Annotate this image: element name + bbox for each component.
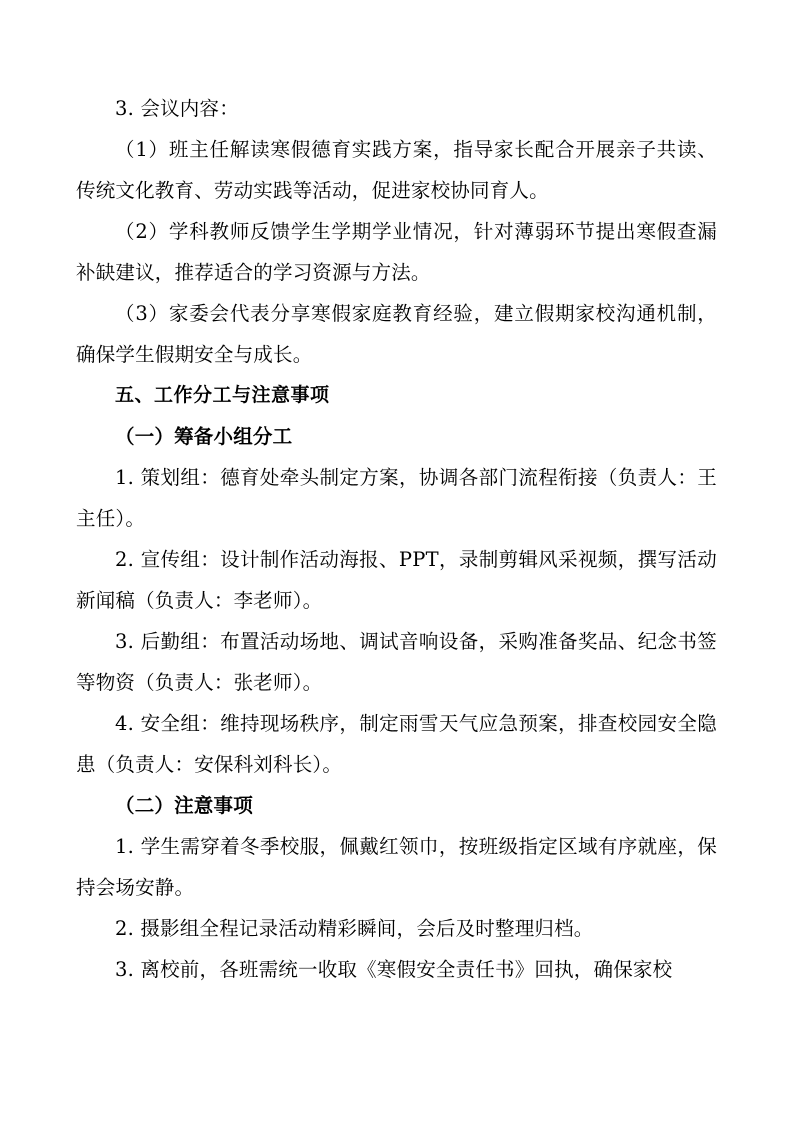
paragraph-meeting-content-label: 3. 会议内容：: [115, 97, 239, 120]
document-body: [76, 88, 717, 990]
subsection-heading-one: （一）筹备小组分工: [115, 425, 293, 448]
paragraph-group-logistics: 3. 后勤组：布置活动场地、调试音响设备，采购准备奖品、纪念书签等物资（负责人：张老师）。: [76, 630, 717, 694]
paragraph-item-3: （3）家委会代表分享寒假家庭教育经验，建立假期家校沟通机制，确保学生假期安全与成长。: [76, 302, 717, 366]
section-heading-five: 五、工作分工与注意事项: [115, 384, 330, 406]
subsection-heading-two: （二）注意事项: [115, 794, 253, 817]
paragraph-item-1: （1）班主任解读寒假德育实践方案，指导家长配合开展亲子共读、传统文化教育、劳动实践等活动，促进家校协同育人。: [76, 138, 717, 202]
paragraph-item-2: （2）学科教师反馈学生学期学业情况，针对薄弱环节提出寒假查漏补缺建议，推荐适合的学习资源与方法。: [76, 220, 717, 284]
paragraph-group-planning: 1. 策划组：德育处牵头制定方案，协调各部门流程衔接（负责人：王主任）。: [76, 466, 717, 530]
paragraph-note-3: 3. 离校前，各班需统一收取《寒假安全责任书》回执，确保家校: [115, 958, 673, 981]
paragraph-note-1: 1. 学生需穿着冬季校服，佩戴红领巾，按班级指定区域有序就座，保持会场安静。: [76, 835, 717, 899]
paragraph-group-publicity: 2. 宣传组：设计制作活动海报、PPT，录制剪辑风采视频，撰写活动新闻稿（负责人：李老师）。: [76, 548, 717, 612]
paragraph-note-2: 2. 摄影组全程记录活动精彩瞬间，会后及时整理归档。: [115, 917, 594, 940]
paragraph-group-safety: 4. 安全组：维持现场秩序，制定雨雪天气应急预案，排查校园安全隐患（负责人：安保科刘科长）。: [76, 712, 717, 776]
